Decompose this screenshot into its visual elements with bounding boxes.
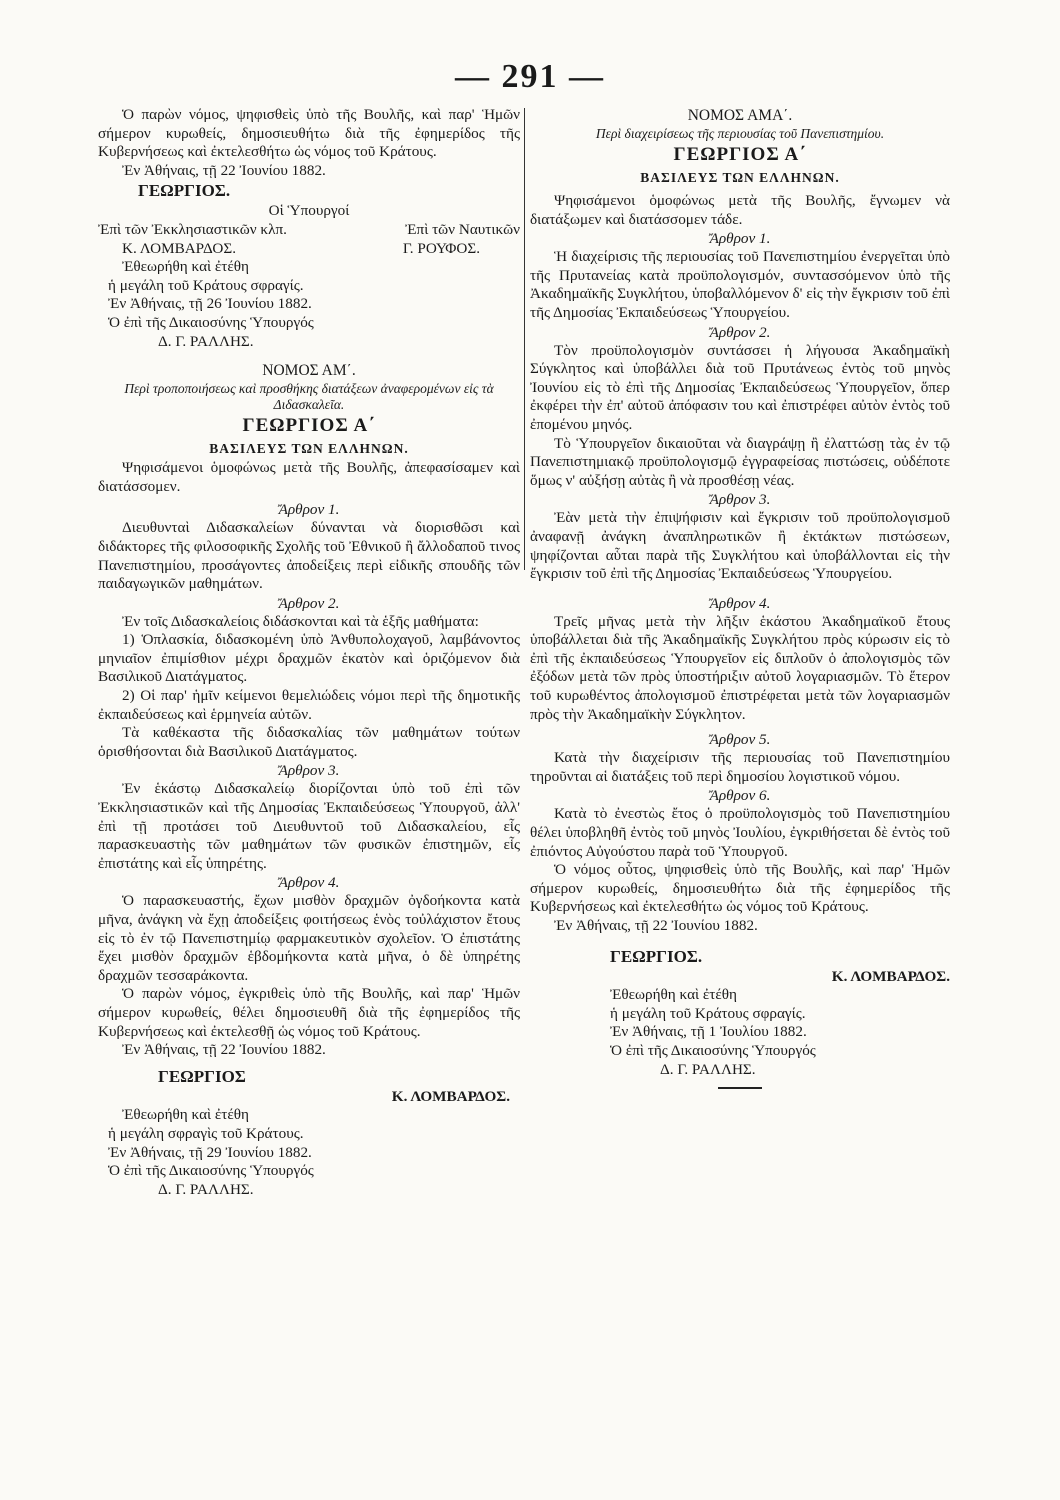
right-date-line: Ἐν Ἀθήναις, τῇ 22 Ἰουνίου 1882. (554, 917, 758, 934)
right-article-5-text: Κατὰ τὴν διαχείρισιν τῆς περιουσίας τοῦ Πανεπιστημίου τηροῦνται αἱ διατάξεις τοῦ περὶ δημοσίου λογιστικοῦ νόμου. (530, 749, 950, 785)
right-article-6-label: Ἄρθρον 6. (709, 787, 771, 805)
left-column (98, 106, 520, 1199)
justice-minister-name: Δ. Γ. ΡΑΛΛΗΣ. (158, 332, 254, 350)
article-2-text: Ἐν τοῖς Διδασκαλείοις διδάσκονται καὶ τὰ ἑξῆς μαθήματα: (122, 612, 479, 630)
seal2-line-1: Ἐθεωρήθη καὶ ἐτέθη (122, 1106, 249, 1124)
article-2-item-2: 2) Οἱ παρ' ἡμῖν κείμενοι θεμελιώδεις νόμοι περὶ τῆς δημοτικῆς ἐκπαιδεύσεως καὶ ἑρμηνεία αὐτῶν. (98, 687, 520, 723)
king-heading: ΓΕΩΡΓΙΟΣ Α΄ (242, 415, 376, 437)
king-title-right: ΒΑΣΙΛΕΥΣ ΤΩΝ ΕΛΛΗΝΩΝ. (640, 170, 840, 185)
seal-date: Ἐν Ἀθήναις, τῇ 26 Ἰουνίου 1882. (108, 295, 312, 313)
right-article-4-label: Ἄρθρον 4. (709, 594, 771, 612)
article-2-label: Ἄρθρον 2. (278, 594, 340, 612)
right-justice-minister-title: Ὁ ἐπὶ τῆς Δικαιοσύνης Ὑπουργός (610, 1041, 816, 1059)
law-number: ΝΟΜΟΣ ΑΜ΄. (262, 362, 356, 380)
ministers-names-row (98, 240, 520, 259)
closing-paragraph: Ὁ παρὼν νόμος, ἐγκριθεὶς ὑπὸ τῆς Βουλῆς, καὶ παρ' Ἡμῶν σήμερον κυρωθείς, θέλει δημοσιευθῆ διὰ τῆς ἐφημερίδος τῆς Κυβερνήσεως καὶ ἐκτελεσθῇ ὡς νόμος τοῦ Κράτους. (98, 985, 520, 1040)
right-seal-line-1: Ἐθεωρήθη καὶ ἐτέθη (610, 986, 737, 1004)
right-article-3-text: Ἐὰν μετὰ τὴν ἐπιψήφισιν καὶ ἔγκρισιν τοῦ προϋπολογισμοῦ ἀναφανῇ ἀνάγκη ἀναπληρωτικῶν ἢ ἐκτάκτων πιστώσεων, ψηφίζονται αὗται παρὰ τῆς Συγκλήτου καὶ ὑποβάλλονται εἰς τὴν ἔγκρισιν τοῦ ἐπὶ τῆς Δημοσίας Ἐκπαιδεύσεως Ὑπουργείου. (530, 509, 950, 583)
right-seal-date: Ἐν Ἀθήναις, τῇ 1 Ἰουλίου 1882. (610, 1023, 807, 1041)
article-1-text: Διευθυνταὶ Διδασκαλείων δύνανται νὰ διορισθῶσι καὶ διδάκτορες τῆς φιλοσοφικῆς Σχολῆς τοῦ Ἐθνικοῦ ἢ ἄλλοδαποῦ τινος Πανεπιστημίου, προσάγοντες ἀποδείξεις περὶ εἰδικῆς σπουδῆς τῶν παιδαγωγικῶν μαθημάτων. (98, 519, 520, 593)
right-seal-line-2: ἡ μεγάλη τοῦ Κράτους σφραγίς. (610, 1004, 806, 1022)
justice-minister-title: Ὁ ἐπὶ τῆς Δικαιοσύνης Ὑπουργός (108, 313, 314, 331)
king-heading-right: ΓΕΩΡΓΙΟΣ Α΄ (673, 144, 807, 165)
right-article-2-text: Τὸν προϋπολογισμὸν συντάσσει ἡ λήγουσα Ἀκαδημαϊκὴ Σύγκλητος καὶ ὑποβάλλει διὰ τοῦ Πρυτάνεως ἐντὸς τοῦ μηνὸς Ἰουνίου εἰς τὸ ἐπὶ τῆς Δημοσίας Ἐκπαιδεύσεως Ὑπουργεῖον, ὅπερ ἐκφέρει τὴν ἐπ' αὐτοῦ ἀπόφασιν του καὶ ἐπιστρέφει αὐτὸν ἐντὸς τοῦ ἐπομένου μηνός. (530, 341, 950, 433)
justice-minister-name-2: Δ. Γ. ΡΑΛΛΗΣ. (158, 1180, 254, 1198)
minister-left-name: Κ. ΛΟΜΒΑΡΔΟΣ. (122, 239, 237, 257)
seal-line-2: ἡ μεγάλη τοῦ Κράτους σφραγίς. (108, 276, 304, 294)
right-article-6-text: Κατὰ τὸ ἐνεστὼς ἔτος ὁ προϋπολογισμὸς τοῦ Πανεπιστημίου θέλει ὑποβληθῆ ἐντὸς τοῦ μηνὸς Ἰουλίου, ἐγκριθήσεται δὲ ἐντὸς τοῦ ἐπιόντος Αὐγούστου παρὰ τοῦ Ὑπουργοῦ. (530, 805, 950, 860)
article-4-text: Ὁ παρασκευαστής, ἔχων μισθὸν δραχμῶν ὀγδοήκοντα κατὰ μῆνα, ἀνάγκη νὰ ἔχῃ ἀποδείξεις φοιτήσεως ἑνὸς τοὐλάχιστον ἔτους εἰς τὸ ἐν τῷ Πανεπιστημίῳ φαρμακευτικὸν σχολεῖον. Ὁ ἐπιστάτης ἔχει μισθὸν δραχμῶν ἑβδομήκοντα κατὰ μῆνα, ὁ δὲ ὑπηρέτης δραχμῶν τεσσαράκοντα. (98, 892, 520, 984)
article-1-label: Ἄρθρον 1. (278, 501, 340, 519)
seal-line-1: Ἐθεωρήθη καὶ ἐτέθη (122, 258, 249, 276)
minister-signature-2: Κ. ΛΟΜΒΑΡΔΟΣ. (391, 1087, 510, 1105)
article-2-paragraph: Τὰ καθέκαστα τῆς διδασκαλίας τῶν μαθημάτων τούτων ὁρισθήσονται διὰ Βασιλικοῦ Διατάγματος. (98, 724, 520, 760)
ministers-titles-row (98, 221, 520, 240)
right-closing-paragraph: Ὁ νόμος οὗτος, ψηφισθεὶς ὑπὸ τῆς Βουλῆς, καὶ παρ' Ἡμῶν σήμερον κυρωθείς, δημοσιευθήτω διὰ τῆς ἐφημερίδος τῆς Κυβερνήσεως καὶ ἐκτελεσθήτω ὡς νόμος τοῦ Κράτους. (530, 861, 950, 916)
king-signature-2: ΓΕΩΡΓΙΟΣ (158, 1066, 246, 1086)
right-king-signature: ΓΕΩΡΓΙΟΣ. (610, 946, 703, 966)
law-number-right: ΝΟΜΟΣ ΑΜΑ΄. (687, 107, 793, 124)
date-line: Ἐν Ἀθήναις, τῇ 22 Ἰουνίου 1882. (122, 161, 326, 179)
right-justice-minister-name: Δ. Γ. ΡΑΛΛΗΣ. (660, 1060, 756, 1078)
seal2-date: Ἐν Ἀθήναις, τῇ 29 Ἰουνίου 1882. (108, 1143, 312, 1161)
right-article-4-text: Τρεῖς μῆνας μετὰ τὴν λῆξιν ἑκάστου Ἀκαδημαϊκοῦ ἔτους ὑποβάλλεται διὰ τῆς Ἀκαδημαϊκῆς Συγκλήτου πρὸς κύρωσιν εἰς τὸ ἐπὶ τῆς ἐκπαιδεύσεως Ὑπουργεῖον εἰς διπλοῦν ὁ ἀπολογισμὸς τῶν ἐξόδων μετὰ τῶν πρὸς ὑποστήριξιν αὐτοῦ λογαριασμῶν. Τὸ ἕτερον τοῦ κυρωθέντος ἀπολογισμοῦ ἐπιστρέφεται μετὰ τῶν λογαριασμῶν πρὸς τὴν Ἀκαδημαϊκὴν Σύγκλητον. (530, 612, 950, 723)
date-line-2: Ἐν Ἀθήναις, τῇ 22 Ἰουνίου 1882. (122, 1041, 326, 1059)
column-divider (524, 108, 525, 570)
minister-right-name: Γ. ΡΟΥΦΟΣ. (402, 239, 480, 257)
page-number: — 291 — (455, 58, 605, 95)
right-article-3-label: Ἄρθρον 3. (709, 491, 771, 509)
ministers-label: Οἱ Ὑπουργοί (268, 202, 350, 220)
article-2-item-1: 1) Ὁπλασκία, διδασκομένη ὑπὸ Ἀνθυπολοχαγοῦ, λαμβάνοντος μηνιαῖον ἐπιμίσθιον μέχρι δραχμῶν ἑκατὸν καὶ ὁριζόμενον διὰ Βασιλικοῦ Διατάγματος. (98, 631, 520, 686)
king-title: ΒΑΣΙΛΕΥΣ ΤΩΝ ΕΛΛΗΝΩΝ. (209, 441, 409, 457)
end-rule (718, 1087, 762, 1089)
right-minister-signature: Κ. ΛΟΜΒΑΡΔΟΣ. (831, 967, 950, 985)
right-article-1-text: Ἡ διαχείρισις τῆς περιουσίας τοῦ Πανεπιστημίου ἐνεργεῖται ὑπὸ τῆς Πρυτανείας κατὰ προϋπολογισμόν, συντασσόμενον ὑπὸ τῆς Ἀκαδημαϊκῆς Συγκλήτου, ὑποβαλλόμενον δ' εἰς τὴν ἔγκρισιν τοῦ ἐπὶ τῆς Δημοσίας Ἐκπαιδεύσεως Ὑπουργείου. (530, 248, 950, 321)
justice-minister-title-2: Ὁ ἐπὶ τῆς Δικαιοσύνης Ὑπουργός (108, 1162, 314, 1180)
intro-paragraph: Ὁ παρὼν νόμος, ψηφισθεὶς ὑπὸ τῆς Βουλῆς, καὶ παρ' Ἡμῶν σήμερον κυρωθείς, δημοσιευθήτω διὰ τῆς ἐφημερίδος τῆς Κυβερνήσεως καὶ ἐκτελεσθήτω ὡς νόμος τοῦ Κράτους. (98, 106, 520, 161)
right-article-5-label: Ἄρθρον 5. (709, 731, 771, 749)
preamble-right: Ψηφισάμενοι ὁμοφώνως μετὰ τῆς Βουλῆς, ἔγνωμεν νὰ διατάξωμεν καὶ διατάσσομεν τάδε. (530, 192, 950, 228)
right-article-2-label: Ἄρθρον 2. (709, 323, 771, 341)
right-article-2-paragraph: Τὸ Ὑπουργεῖον δικαιοῦται νὰ διαγράψῃ ἢ ἐλαττώσῃ τὰς ἐν τῷ Πανεπιστημιακῷ προϋπολογισμῷ ἐγγραφείσας πιστώσεις, οὐδέποτε ὅμως ν' αὐξήσῃ αὐτὰς ἢ νὰ προσθέσῃ νέας. (530, 434, 950, 489)
article-3-text: Ἐν ἑκάστῳ Διδασκαλείῳ διορίζονται ὑπὸ τοῦ ἐπὶ τῶν Ἐκκλησιαστικῶν καὶ τῆς Δημοσίας Ἐκπαιδεύσεως Ὑπουργοῦ, ἀλλ' ἐπὶ τῇ προτάσει τοῦ Διευθυντοῦ τοῦ Διδασκαλείου, εἷς παρασκευαστὴς τῶν μαθημάτων τῶν φυσικῶν ἐπιστημῶν, εἷς ἐπιστάτης καὶ εἷς ὑπηρέτης. (98, 780, 520, 872)
right-column (530, 106, 950, 1089)
minister-right-title: Ἐπὶ τῶν Ναυτικῶν (405, 220, 520, 238)
law-subtitle: Περὶ τροποποιήσεως καὶ προσθήκης διατάξεων ἀναφερομένων εἰς τὰ Διδασκαλεῖα. (124, 381, 494, 413)
preamble: Ψηφισάμενοι ὁμοφώνως μετὰ τῆς Βουλῆς, ἀπεφασίσαμεν καὶ διατάσσομεν. (98, 459, 520, 495)
minister-left-title: Ἐπὶ τῶν Ἐκκλησιαστικῶν κλπ. (98, 220, 287, 238)
article-4-label: Ἄρθρον 4. (278, 874, 340, 892)
king-signature: ΓΕΩΡΓΙΟΣ. (138, 181, 231, 201)
article-3-label: Ἄρθρον 3. (278, 762, 340, 780)
law-subtitle-right: Περὶ διαχειρίσεως τῆς περιουσίας τοῦ Πανεπιστημίου. (595, 126, 885, 141)
seal2-line-2: ἡ μεγάλη σφραγὶς τοῦ Κράτους. (108, 1124, 304, 1142)
right-article-1-label: Ἄρθρον 1. (709, 230, 771, 248)
